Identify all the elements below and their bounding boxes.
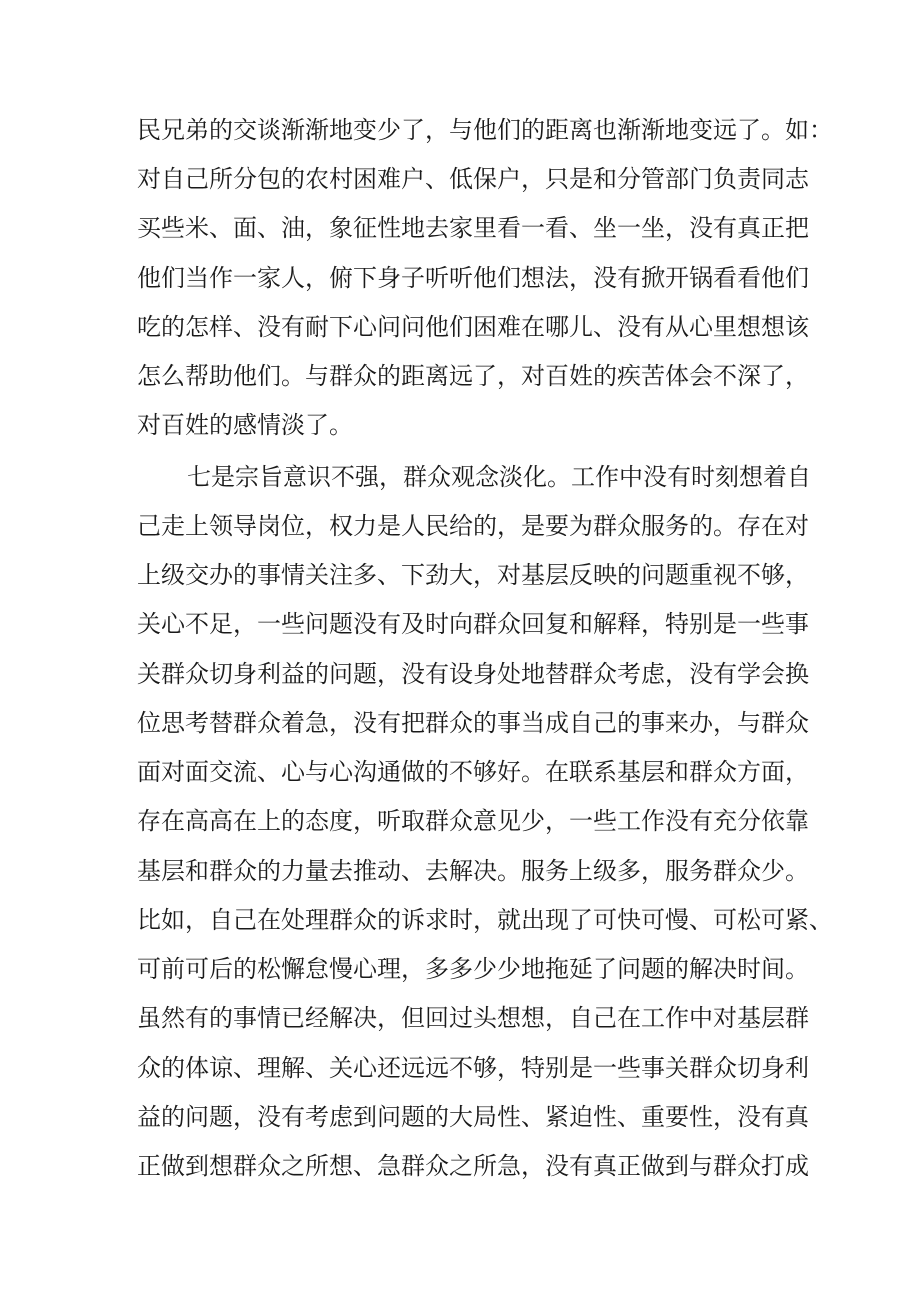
line-text: 正做到想群众之所想、急群众之所急，没有真正做到与群众打成 (137, 1152, 809, 1180)
line-text: 存在高高在上的态度，听取群众意见少，一些工作没有充分依靠 (137, 807, 809, 835)
paragraph-line (0, 356, 920, 396)
line-text: 关心不足，一些问题没有及时向群众回复和解释，特别是一些事 (137, 610, 809, 638)
paragraph-line (0, 703, 920, 743)
line-text: 可前可后的松懈怠慢心理，多多少少地拖延了问题的解决时间。 (137, 955, 809, 983)
paragraph-line (0, 1097, 920, 1137)
paragraph-line (0, 654, 920, 694)
paragraph-line (0, 851, 920, 891)
paragraph-line (0, 405, 920, 445)
paragraph-line (0, 110, 920, 150)
line-text: 对百姓的感情淡了。 (137, 411, 353, 439)
paragraph-line (0, 258, 920, 298)
line-text: 七是宗旨意识不强，群众观念淡化。工作中没有时刻想着自 (187, 463, 811, 491)
paragraph-line (0, 555, 920, 595)
paragraph-line (0, 506, 920, 546)
paragraph-line (0, 1146, 920, 1186)
paragraph-line (0, 159, 920, 199)
line-text: 吃的怎样、没有耐下心问问他们困难在哪儿、没有从心里想想该 (137, 313, 809, 341)
line-text: 己走上领导岗位，权力是人民给的，是要为群众服务的。存在对 (137, 512, 809, 540)
line-text: 益的问题，没有考虑到问题的大局性、紧迫性、重要性，没有真 (137, 1103, 809, 1131)
line-text: 民兄弟的交谈渐渐地变少了，与他们的距离也渐渐地变远了。如： (137, 116, 833, 144)
line-text: 众的体谅、理解、关心还远远不够，特别是一些事关群众切身利 (137, 1054, 809, 1082)
paragraph-line (0, 1048, 920, 1088)
paragraph-line (0, 900, 920, 940)
line-text: 比如，自己在处理群众的诉求时，就出现了可快可慢、可松可紧、 (137, 906, 833, 934)
line-text: 对自己所分包的农村困难户、低保户，只是和分管部门负责同志 (137, 165, 809, 193)
paragraph-line (0, 208, 920, 248)
line-text: 位思考替群众着急，没有把群众的事当成自己的事来办，与群众 (137, 709, 809, 737)
paragraph-line (0, 307, 920, 347)
line-text: 怎么帮助他们。与群众的距离远了，对百姓的疾苦体会不深了， (137, 362, 809, 390)
line-text: 面对面交流、心与心沟通做的不够好。在联系基层和群众方面， (137, 758, 809, 786)
line-text: 他们当作一家人，俯下身子听听他们想法，没有掀开锅看看他们 (137, 264, 809, 292)
paragraph-line (0, 998, 920, 1038)
paragraph-line (0, 949, 920, 989)
line-text: 基层和群众的力量去推动、去解决。服务上级多，服务群众少。 (137, 857, 809, 885)
line-text: 上级交办的事情关注多、下劲大，对基层反映的问题重视不够， (137, 561, 809, 589)
line-text: 关群众切身利益的问题，没有设身处地替群众考虑，没有学会换 (137, 660, 809, 688)
paragraph-line (0, 801, 920, 841)
line-text: 买些米、面、油，象征性地去家里看一看、坐一坐，没有真正把 (137, 214, 809, 242)
paragraph-line (0, 752, 920, 792)
paragraph-line (0, 457, 920, 497)
line-text: 虽然有的事情已经解决，但回过头想想，自己在工作中对基层群 (137, 1004, 809, 1032)
paragraph-line (0, 604, 920, 644)
